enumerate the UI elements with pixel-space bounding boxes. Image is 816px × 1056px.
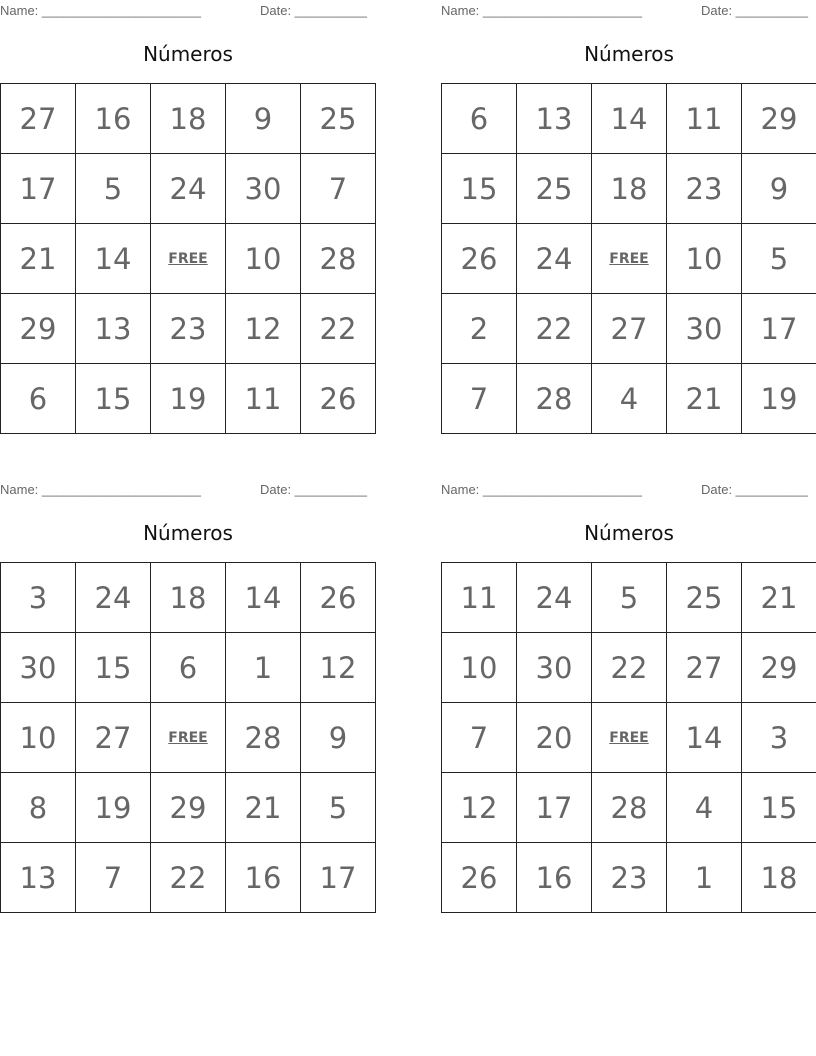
bingo-grid xyxy=(441,562,816,913)
grid-row xyxy=(1,224,376,294)
grid-row xyxy=(1,294,376,364)
number-cell: 16 xyxy=(226,843,301,913)
number-cell: 19 xyxy=(76,773,151,843)
grid-row xyxy=(1,703,376,773)
number-cell: 21 xyxy=(1,224,76,294)
number-cell: 28 xyxy=(592,773,667,843)
number-cell: 22 xyxy=(301,294,376,364)
number-cell: 4 xyxy=(592,364,667,434)
number-cell: 5 xyxy=(742,224,816,294)
number-cell: 29 xyxy=(742,84,816,154)
number-cell: 22 xyxy=(517,294,592,364)
number-cell: 1 xyxy=(226,633,301,703)
number-cell: 6 xyxy=(442,84,517,154)
number-cell: 10 xyxy=(667,224,742,294)
grid-row xyxy=(442,224,816,294)
free-space-cell: FREE xyxy=(151,703,226,773)
free-space-cell: FREE xyxy=(151,224,226,294)
number-cell: 25 xyxy=(667,563,742,633)
number-cell: 3 xyxy=(742,703,816,773)
bingo-card-3 xyxy=(0,479,376,895)
number-cell: 19 xyxy=(742,364,816,434)
number-cell: 5 xyxy=(301,773,376,843)
date-field: Date: __________ xyxy=(701,482,808,497)
number-cell: 24 xyxy=(517,224,592,294)
grid-row xyxy=(442,633,816,703)
number-cell: 14 xyxy=(667,703,742,773)
bingo-grid xyxy=(0,562,376,913)
number-cell: 17 xyxy=(517,773,592,843)
number-cell: 18 xyxy=(151,84,226,154)
number-cell: 30 xyxy=(226,154,301,224)
grid-row xyxy=(1,364,376,434)
number-cell: 17 xyxy=(301,843,376,913)
card-header xyxy=(441,0,816,22)
grid-row xyxy=(442,154,816,224)
number-cell: 25 xyxy=(301,84,376,154)
free-space-cell: FREE xyxy=(592,703,667,773)
name-field: Name: ______________________ xyxy=(0,482,201,497)
number-cell: 16 xyxy=(517,843,592,913)
number-cell: 17 xyxy=(1,154,76,224)
number-cell: 15 xyxy=(742,773,816,843)
date-field: Date: __________ xyxy=(260,482,367,497)
grid-row xyxy=(1,633,376,703)
number-cell: 24 xyxy=(517,563,592,633)
number-cell: 2 xyxy=(442,294,517,364)
number-cell: 27 xyxy=(1,84,76,154)
number-cell: 14 xyxy=(76,224,151,294)
name-field: Name: ______________________ xyxy=(0,3,201,18)
number-cell: 7 xyxy=(442,364,517,434)
number-cell: 20 xyxy=(517,703,592,773)
grid-row xyxy=(1,563,376,633)
number-cell: 27 xyxy=(592,294,667,364)
number-cell: 6 xyxy=(151,633,226,703)
card-title: Números xyxy=(584,521,674,545)
number-cell: 25 xyxy=(517,154,592,224)
bingo-grid xyxy=(0,83,376,434)
number-cell: 14 xyxy=(592,84,667,154)
number-cell: 23 xyxy=(151,294,226,364)
number-cell: 28 xyxy=(301,224,376,294)
number-cell: 8 xyxy=(1,773,76,843)
number-cell: 30 xyxy=(1,633,76,703)
number-cell: 10 xyxy=(226,224,301,294)
number-cell: 21 xyxy=(226,773,301,843)
card-header xyxy=(0,479,376,501)
grid-row xyxy=(442,364,816,434)
number-cell: 19 xyxy=(151,364,226,434)
number-cell: 18 xyxy=(742,843,816,913)
number-cell: 15 xyxy=(442,154,517,224)
number-cell: 16 xyxy=(76,84,151,154)
number-cell: 15 xyxy=(76,633,151,703)
number-cell: 24 xyxy=(76,563,151,633)
number-cell: 6 xyxy=(1,364,76,434)
number-cell: 14 xyxy=(226,563,301,633)
number-cell: 22 xyxy=(151,843,226,913)
number-cell: 10 xyxy=(442,633,517,703)
bingo-grid xyxy=(441,83,816,434)
grid-row xyxy=(442,294,816,364)
number-cell: 21 xyxy=(742,563,816,633)
number-cell: 12 xyxy=(226,294,301,364)
number-cell: 23 xyxy=(667,154,742,224)
number-cell: 12 xyxy=(301,633,376,703)
bingo-card-2 xyxy=(441,0,816,416)
grid-row xyxy=(442,84,816,154)
date-field: Date: __________ xyxy=(260,3,367,18)
number-cell: 7 xyxy=(442,703,517,773)
number-cell: 29 xyxy=(151,773,226,843)
number-cell: 27 xyxy=(667,633,742,703)
number-cell: 1 xyxy=(667,843,742,913)
number-cell: 27 xyxy=(76,703,151,773)
name-field: Name: ______________________ xyxy=(441,3,642,18)
number-cell: 28 xyxy=(226,703,301,773)
card-header xyxy=(441,479,816,501)
number-cell: 28 xyxy=(517,364,592,434)
grid-row xyxy=(1,84,376,154)
grid-row xyxy=(1,773,376,843)
number-cell: 18 xyxy=(151,563,226,633)
number-cell: 12 xyxy=(442,773,517,843)
number-cell: 24 xyxy=(151,154,226,224)
grid-row xyxy=(442,563,816,633)
grid-row xyxy=(1,154,376,224)
number-cell: 9 xyxy=(301,703,376,773)
number-cell: 9 xyxy=(226,84,301,154)
number-cell: 11 xyxy=(667,84,742,154)
number-cell: 3 xyxy=(1,563,76,633)
number-cell: 7 xyxy=(301,154,376,224)
number-cell: 18 xyxy=(592,154,667,224)
date-field: Date: __________ xyxy=(701,3,808,18)
number-cell: 13 xyxy=(1,843,76,913)
grid-row xyxy=(442,773,816,843)
number-cell: 15 xyxy=(76,364,151,434)
number-cell: 13 xyxy=(76,294,151,364)
card-title: Números xyxy=(143,42,233,66)
number-cell: 22 xyxy=(592,633,667,703)
number-cell: 5 xyxy=(592,563,667,633)
number-cell: 29 xyxy=(742,633,816,703)
number-cell: 26 xyxy=(301,364,376,434)
bingo-card-4 xyxy=(441,479,816,895)
card-title: Números xyxy=(584,42,674,66)
grid-row xyxy=(1,843,376,913)
number-cell: 4 xyxy=(667,773,742,843)
number-cell: 11 xyxy=(442,563,517,633)
number-cell: 5 xyxy=(76,154,151,224)
number-cell: 13 xyxy=(517,84,592,154)
grid-row xyxy=(442,703,816,773)
number-cell: 7 xyxy=(76,843,151,913)
card-header xyxy=(0,0,376,22)
grid-row xyxy=(442,843,816,913)
number-cell: 26 xyxy=(442,224,517,294)
number-cell: 30 xyxy=(667,294,742,364)
card-title: Números xyxy=(143,521,233,545)
number-cell: 10 xyxy=(1,703,76,773)
free-space-cell: FREE xyxy=(592,224,667,294)
bingo-card-1 xyxy=(0,0,376,416)
number-cell: 11 xyxy=(226,364,301,434)
number-cell: 26 xyxy=(301,563,376,633)
number-cell: 17 xyxy=(742,294,816,364)
number-cell: 29 xyxy=(1,294,76,364)
number-cell: 9 xyxy=(742,154,816,224)
name-field: Name: ______________________ xyxy=(441,482,642,497)
number-cell: 26 xyxy=(442,843,517,913)
number-cell: 23 xyxy=(592,843,667,913)
number-cell: 30 xyxy=(517,633,592,703)
number-cell: 21 xyxy=(667,364,742,434)
